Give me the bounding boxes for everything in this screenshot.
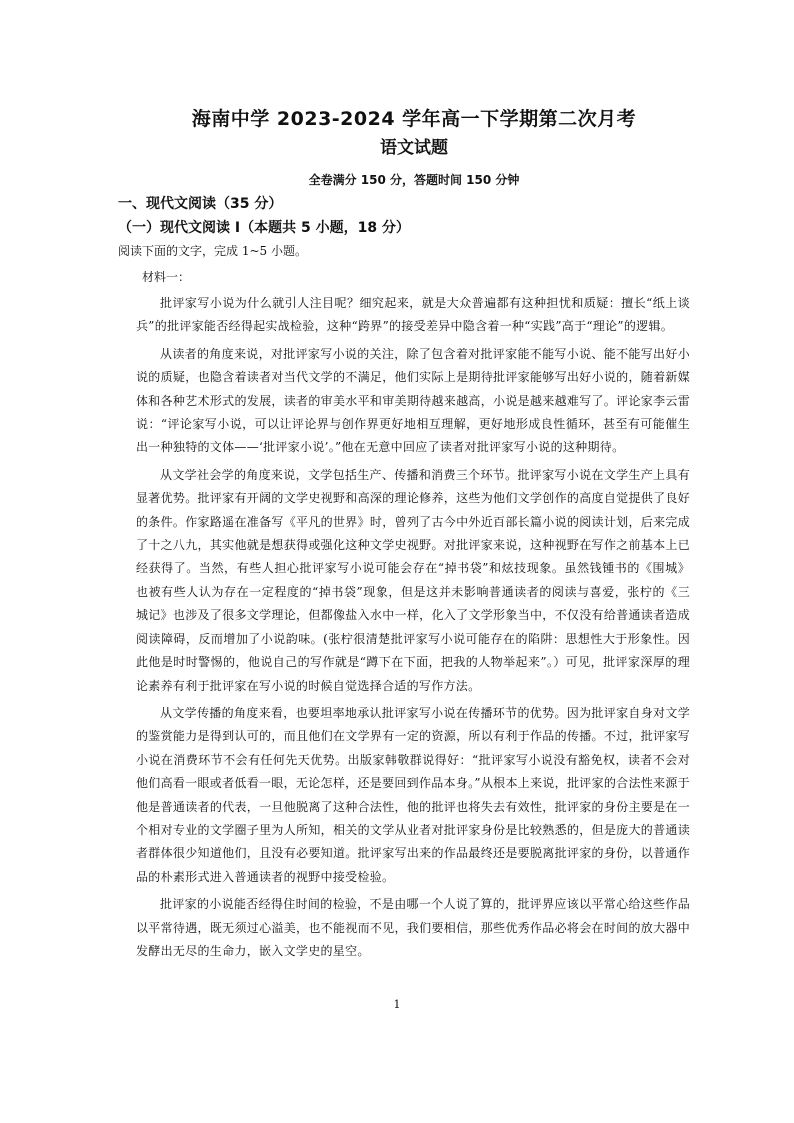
page-number: 1 bbox=[393, 998, 401, 1011]
paragraph: 从文学社会学的角度来说，文学包括生产、传播和消费三个环节。批评家写小说在文学生产上具有显著优势。批评家有开阔的文学史视野和高深的理论修养，这些为他们文学创作的高度自觉提供了良好的条件。作家路遥在准备写《平凡的世界》时，曾列了古今中外近百部长篇小说的阅读计划，后来完成了十之八九，其实他就是想获得或强化这种文学史视野。对批评家来说，这种视野在写作之前基本上已经获得了。当然，有些人担心批评家写小说可能会存在“掉书袋”和炫技现象。虽然钱锺书的《围城》也被有些人认为存在一定程度的“掉书袋”现象，但是这并未影响普通读者的阅读与喜爱，张柠的《三城记》也涉及了很多文学理论，但都像盐入水中一样，化入了文学形象当中，不仅没有给普通读者造成阅读障碍，反而增加了小说韵味。(张柠很清楚批评家写小说可能存在的陷阱：思想性大于形象性。因此他是时时警惕的，他说自己的写作就是“蹲下在下面，把我的人物举起来”。）可见，批评家深厚的理论素养有利于批评家在写小说的时候自觉选择合适的写作方法。 bbox=[136, 467, 690, 693]
exam-subject: 语文试题 bbox=[380, 138, 448, 158]
section-heading: 一、现代文阅读（35 分） bbox=[118, 196, 283, 212]
subsection-heading: （一）现代文阅读 I（本题共 5 小题，18 分） bbox=[118, 220, 410, 236]
exam-title: 海南中学 2023-2024 学年高一下学期第二次月考 bbox=[191, 108, 637, 130]
instruction-text: 阅读下面的文字，完成 1~5 小题。 bbox=[118, 244, 307, 258]
material-label: 材料一： bbox=[142, 270, 191, 284]
paragraph: 从文学传播的角度来看，也要坦率地承认批评家写小说在传播环节的优势。因为批评家自身对文学的鉴赏能力是得到认可的，而且他们在文学界有一定的资源，所以有利于作品的传播。不过，批评家写小说在消费环节不会有任何先天优势。出版家韩敬群说得好：“批评家写小说没有豁免权，读者不会对他们高看一眼或者低看一眼，无论怎样，还是要回到作品本身。”从根本上来说，批评家的合法性来源于他是普通读者的代表，一旦他脱离了这种合法性，他的批评也将失去有效性，批评家的身份主要是在一个相对专业的文学圈子里为人所知，相关的文学从业者对批评家身份是比较熟悉的，但是庞大的普通读者群体很少知道他们，且没有必要知道。批评家写出来的作品最终还是要脱离批评家的身份，以普通作品的朴素形式进入普通读者的视野中接受检验。 bbox=[136, 705, 690, 884]
exam-meta: 全卷满分 150 分，答题时间 150 分钟 bbox=[308, 173, 520, 187]
paragraph: 从读者的角度来说，对批评家写小说的关注，除了包含着对批评家能不能写小说、能不能写出好小说的质疑，也隐含着读者对当代文学的不满足，他们实际上是期待批评家能够写出好小说的，随着新媒体和各种艺术形式的发展，读者的审美水平和审美期待越来越高，小说是越来越难写了。评论家李云雷说：“评论家写小说，可以让评论界与创作界更好地相互理解，更好地形成良性循环，甚至有可能催生出一种独特的文体——‘批评家小说’。”他在无意中回应了读者对批评家写小说的这种期待。 bbox=[136, 346, 690, 455]
paragraph: 批评家的小说能否经得住时间的检验，不是由哪一个人说了算的，批评界应该以平常心给这些作品以平常待遇，既无须过心溢美，也不能视而不见，我们要相信，那些优秀作品必将会在时间的放大器中发酵出无尽的生命力，嵌入文学史的星空。 bbox=[136, 897, 690, 958]
paragraph: 批评家写小说为什么就引人注目呢？细究起来，就是大众普遍都有这种担忧和质疑：擅长“纸上谈兵”的批评家能否经得起实战检验，这种“跨界”的接受差异中隐含着一种“实践”高于“理论”的逻辑。 bbox=[136, 296, 690, 334]
